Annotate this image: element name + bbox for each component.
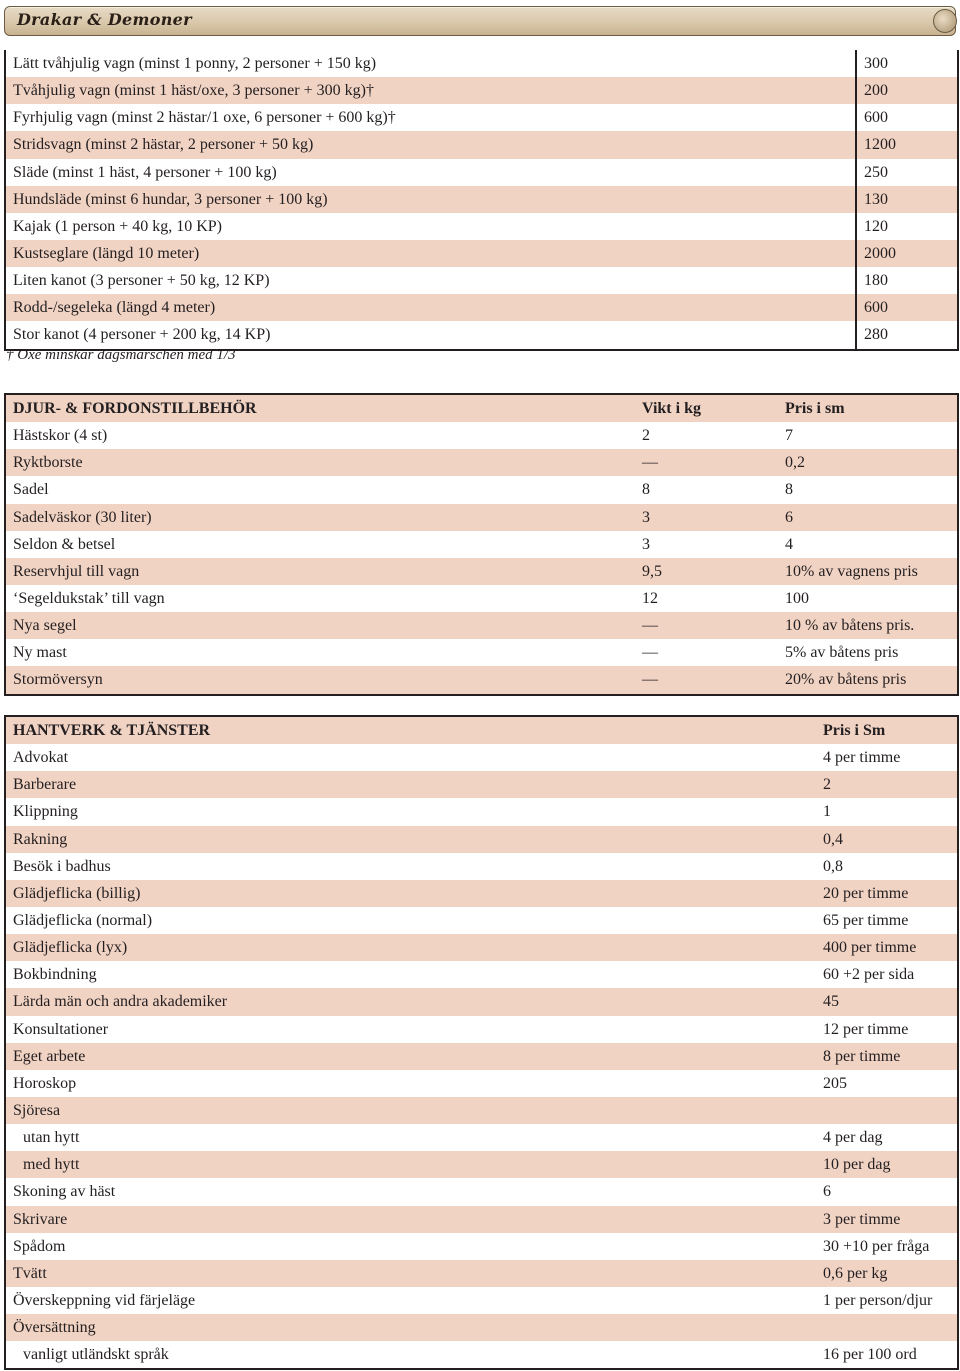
service-name: Överskeppning vid färjeläge xyxy=(13,1292,196,1310)
column-header-price: Pris i Sm xyxy=(816,716,958,744)
table-row xyxy=(5,666,958,694)
banner-scroll-end-ornament xyxy=(933,9,957,33)
page-title: Drakar & Demoner xyxy=(17,10,192,29)
service-name: Klippning xyxy=(13,803,78,821)
vehicle-price: 1200 xyxy=(856,131,958,158)
service-name: med hytt xyxy=(5,1151,816,1178)
table-row xyxy=(5,1016,958,1043)
service-name: Glädjeflicka (lyx) xyxy=(5,934,816,961)
item-name: Stormöversyn xyxy=(5,666,635,694)
item-weight: 3 xyxy=(635,504,778,531)
service-name: Barberare xyxy=(5,771,816,798)
table-row xyxy=(5,1206,958,1233)
table-row xyxy=(5,531,958,558)
services-table xyxy=(4,715,959,1370)
vehicle-price: 180 xyxy=(856,267,958,294)
table-row xyxy=(5,1070,958,1097)
service-price: 6 xyxy=(823,1183,831,1201)
item-name: Hästskor (4 st) xyxy=(13,427,108,445)
vehicle-name: Fyrhjulig vagn (minst 2 hästar/1 oxe, 6 personer + 600 kg)† xyxy=(13,109,396,127)
table-row xyxy=(5,1287,958,1314)
service-price: 4 per timme xyxy=(823,749,901,767)
table-row xyxy=(5,50,958,77)
table-row xyxy=(5,267,958,294)
item-name: Nya segel xyxy=(5,612,635,639)
table-header-row xyxy=(5,394,958,422)
service-price: 8 per timme xyxy=(816,1043,958,1070)
item-name: Sadel xyxy=(13,481,49,499)
vehicle-name: Lätt tvåhjulig vagn (minst 1 ponny, 2 personer + 150 kg) xyxy=(13,55,377,73)
table-row xyxy=(5,1151,958,1178)
item-weight: 3 xyxy=(642,535,650,553)
service-name: Spådom xyxy=(13,1237,66,1255)
service-price xyxy=(816,1097,958,1124)
service-price: 60 +2 per sida xyxy=(823,966,915,984)
service-name: Sjöresa xyxy=(5,1097,816,1124)
table-row xyxy=(5,422,958,449)
service-price: 3 per timme xyxy=(816,1206,958,1233)
service-price xyxy=(816,1314,958,1341)
vehicle-name: Rodd-/segeleka (längd 4 meter) xyxy=(5,294,856,321)
table-row xyxy=(5,1097,958,1124)
vehicles-table xyxy=(4,50,959,351)
vehicle-price: 130 xyxy=(856,186,958,213)
vehicle-name: Kajak (1 person + 40 kg, 10 KP) xyxy=(13,217,222,235)
service-name: Skrivare xyxy=(5,1206,816,1233)
table-row xyxy=(5,294,958,321)
table-row xyxy=(5,907,958,934)
table-row xyxy=(5,1341,958,1369)
item-weight: 8 xyxy=(642,481,650,499)
column-header-price: Pris i sm xyxy=(778,394,958,422)
item-weight: 9,5 xyxy=(635,558,778,585)
vehicle-price: 600 xyxy=(856,294,958,321)
service-name: Översättning xyxy=(5,1314,816,1341)
item-price: 6 xyxy=(778,504,958,531)
table-row xyxy=(5,240,958,267)
table-row xyxy=(5,1233,958,1260)
service-name: Eget arbete xyxy=(5,1043,816,1070)
item-price: 5% av båtens pris xyxy=(785,644,899,662)
service-name: Skoning av häst xyxy=(13,1183,116,1201)
service-name: Besök i badhus xyxy=(13,857,111,875)
table-row xyxy=(5,213,958,240)
vehicle-price: 300 xyxy=(856,50,958,77)
vehicle-name: Tvåhjulig vagn (minst 1 häst/oxe, 3 personer + 300 kg)† xyxy=(5,77,856,104)
item-name: Ny mast xyxy=(13,644,67,662)
service-price: 1 per person/djur xyxy=(823,1292,933,1310)
item-price: 7 xyxy=(785,427,793,445)
column-header-item: DJUR- & FORDONSTILLBEHÖR xyxy=(5,394,635,422)
table-row xyxy=(5,131,958,158)
service-price: 1 xyxy=(823,803,831,821)
service-name: Bokbindning xyxy=(13,966,97,984)
vehicle-name: Stridsvagn (minst 2 hästar, 2 personer + 50 kg) xyxy=(5,131,856,158)
item-name: Seldon & betsel xyxy=(13,535,116,553)
table-row xyxy=(5,558,958,585)
item-weight: 2 xyxy=(642,427,650,445)
vehicle-price: 280 xyxy=(856,321,958,349)
vehicle-name: Släde (minst 1 häst, 4 personer + 100 kg) xyxy=(13,163,277,181)
service-name: Tvätt xyxy=(5,1260,816,1287)
table-row xyxy=(5,639,958,666)
column-header-weight: Vikt i kg xyxy=(635,394,778,422)
item-price: 10% av vagnens pris xyxy=(778,558,958,585)
table-row xyxy=(5,880,958,907)
service-name: Konsultationer xyxy=(13,1020,109,1038)
table-row xyxy=(5,612,958,639)
vehicle-name: Liten kanot (3 personer + 50 kg, 12 KP) xyxy=(13,272,270,290)
item-name: ‘Segeldukstak’ till vagn xyxy=(13,590,165,608)
vehicle-name: Stor kanot (4 personer + 200 kg, 14 KP) xyxy=(13,326,271,344)
header-banner xyxy=(4,6,956,36)
service-price: 12 per timme xyxy=(823,1020,909,1038)
service-name: Glädjeflicka (normal) xyxy=(13,912,153,930)
vehicle-name: Hundsläde (minst 6 hundar, 3 personer + 100 kg) xyxy=(5,186,856,213)
table-row xyxy=(5,1178,958,1205)
service-price: 10 per dag xyxy=(816,1151,958,1178)
service-price: 30 +10 per fråga xyxy=(823,1237,930,1255)
item-price: 0,2 xyxy=(778,449,958,476)
vehicle-price: 200 xyxy=(856,77,958,104)
service-price: 65 per timme xyxy=(823,912,909,930)
item-price: 10 % av båtens pris. xyxy=(778,612,958,639)
accessories-table xyxy=(4,393,959,696)
item-name: Sadelväskor (30 liter) xyxy=(5,504,635,531)
table-row xyxy=(5,1043,958,1070)
service-price: 2 xyxy=(816,771,958,798)
service-name: Rakning xyxy=(5,826,816,853)
service-price: 4 per dag xyxy=(823,1129,883,1147)
item-weight: — xyxy=(635,449,778,476)
table-row xyxy=(5,1260,958,1287)
item-price: 4 xyxy=(785,535,793,553)
table-row xyxy=(5,77,958,104)
service-price: 20 per timme xyxy=(816,880,958,907)
vehicle-price: 600 xyxy=(856,104,958,131)
table-row xyxy=(5,186,958,213)
service-price: 400 per timme xyxy=(816,934,958,961)
item-weight: — xyxy=(635,666,778,694)
vehicle-price: 250 xyxy=(856,159,958,186)
item-price: 100 xyxy=(785,590,809,608)
table-row xyxy=(5,159,958,186)
service-price: 16 per 100 ord xyxy=(823,1346,917,1364)
service-price: 0,4 xyxy=(816,826,958,853)
item-weight: — xyxy=(642,644,658,662)
table-row xyxy=(5,961,958,988)
table-row xyxy=(5,1314,958,1341)
table-row xyxy=(5,1124,958,1151)
table-row xyxy=(5,826,958,853)
item-price: 8 xyxy=(785,481,793,499)
vehicle-price: 120 xyxy=(856,213,958,240)
table-row xyxy=(5,934,958,961)
table-row xyxy=(5,504,958,531)
table-row xyxy=(5,585,958,612)
service-price: 205 xyxy=(823,1074,847,1092)
table-row xyxy=(5,449,958,476)
item-name: Ryktborste xyxy=(5,449,635,476)
item-weight: — xyxy=(635,612,778,639)
service-price: 45 xyxy=(816,988,958,1015)
table-row xyxy=(5,321,958,349)
service-name: utan hytt xyxy=(23,1129,80,1147)
table-row xyxy=(5,853,958,880)
vehicles-footnote: † Oxe minskar dagsmarschen med 1/3 xyxy=(6,347,236,363)
service-name: Advokat xyxy=(13,749,69,767)
table-row xyxy=(5,104,958,131)
table-header-row xyxy=(5,716,958,744)
item-price: 20% av båtens pris xyxy=(778,666,958,694)
table-row xyxy=(5,771,958,798)
service-price: 0,8 xyxy=(823,857,843,875)
table-row xyxy=(5,798,958,825)
service-name: Glädjeflicka (billig) xyxy=(5,880,816,907)
table-row xyxy=(5,744,958,771)
item-weight: 12 xyxy=(642,590,658,608)
vehicle-price: 2000 xyxy=(856,240,958,267)
service-name: Lärda män och andra akademiker xyxy=(5,988,816,1015)
service-name: vanligt utländskt språk xyxy=(23,1346,169,1364)
table-row xyxy=(5,988,958,1015)
service-name: Horoskop xyxy=(13,1074,77,1092)
service-price: 0,6 per kg xyxy=(816,1260,958,1287)
item-name: Reservhjul till vagn xyxy=(5,558,635,585)
vehicle-name: Kustseglare (längd 10 meter) xyxy=(5,240,856,267)
table-row xyxy=(5,476,958,503)
column-header-service: HANTVERK & TJÄNSTER xyxy=(5,716,816,744)
